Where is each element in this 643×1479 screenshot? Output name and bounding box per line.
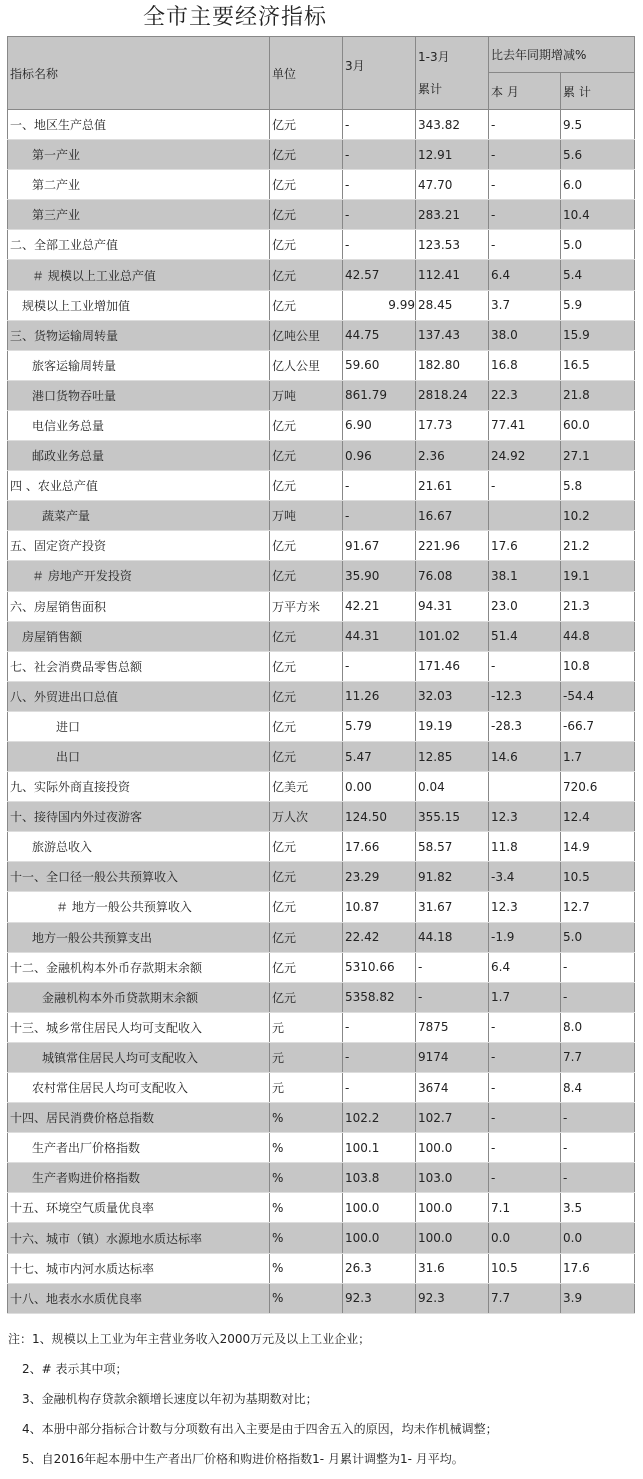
row-name: 电信业务总量 [8, 410, 270, 440]
table-row [8, 380, 635, 410]
table-row [8, 1253, 635, 1283]
row-march: 26.3 [343, 1253, 416, 1283]
row-cumulative: 103.0 [416, 1163, 489, 1193]
row-unit: % [270, 1223, 343, 1253]
row-name: ＃ 规模以上工业总产值 [8, 260, 270, 290]
row-pct-month: - [489, 1073, 561, 1103]
row-unit: 亿元 [270, 952, 343, 982]
row-pct-cumulative: 8.4 [561, 1073, 635, 1103]
row-cumulative: 355.15 [416, 802, 489, 832]
note-2: 2、# 表示其中项； [22, 1362, 128, 1376]
indicator-table [7, 36, 635, 1314]
row-march: - [343, 140, 416, 170]
table-row [8, 1103, 635, 1133]
row-unit: 亿元 [270, 260, 343, 290]
row-name: 邮政业务总量 [8, 441, 270, 471]
row-pct-cumulative: 60.0 [561, 410, 635, 440]
row-pct-cumulative: 15.9 [561, 320, 635, 350]
row-unit: 亿元 [270, 651, 343, 681]
row-pct-month: - [489, 1133, 561, 1163]
row-name: 进口 [8, 711, 270, 741]
table-row [8, 802, 635, 832]
table-row [8, 441, 635, 471]
row-unit: 亿元 [270, 862, 343, 892]
row-name: 十三、城乡常住居民人均可支配收入 [8, 1012, 270, 1042]
row-pct-month: - [489, 1103, 561, 1133]
row-cumulative: 123.53 [416, 230, 489, 260]
row-cumulative: 100.0 [416, 1223, 489, 1253]
row-cumulative: 101.02 [416, 621, 489, 651]
note-1: 注：1、规模以上工业为年主营业务收入2000万元及以上工业企业； [8, 1332, 371, 1346]
row-cumulative: - [416, 982, 489, 1012]
row-cumulative: 31.67 [416, 892, 489, 922]
row-cumulative: 221.96 [416, 531, 489, 561]
row-pct-month: 12.3 [489, 892, 561, 922]
row-pct-month: - [489, 1163, 561, 1193]
row-cumulative: 2818.24 [416, 380, 489, 410]
row-pct-cumulative: 10.8 [561, 651, 635, 681]
header-this-month: 本 月 [489, 73, 561, 110]
row-march: 44.31 [343, 621, 416, 651]
table-row [8, 320, 635, 350]
row-pct-cumulative: - [561, 1163, 635, 1193]
row-unit: 万吨 [270, 501, 343, 531]
row-pct-cumulative: 10.5 [561, 862, 635, 892]
table-row [8, 651, 635, 681]
row-march: 100.1 [343, 1133, 416, 1163]
row-pct-month: 22.3 [489, 380, 561, 410]
row-name: 二、全部工业总产值 [8, 230, 270, 260]
row-name: 十、接待国内外过夜游客 [8, 802, 270, 832]
row-unit: % [270, 1163, 343, 1193]
row-pct-cumulative: - [561, 952, 635, 982]
row-march: - [343, 110, 416, 140]
row-cumulative: 44.18 [416, 922, 489, 952]
row-pct-month: - [489, 230, 561, 260]
row-pct-month: 38.1 [489, 561, 561, 591]
row-name: 六、房屋销售面积 [8, 591, 270, 621]
row-pct-cumulative: 720.6 [561, 772, 635, 802]
row-cumulative: 102.7 [416, 1103, 489, 1133]
row-pct-cumulative: 8.0 [561, 1012, 635, 1042]
row-pct-month: - [489, 140, 561, 170]
table-row [8, 1163, 635, 1193]
row-cumulative: 16.67 [416, 501, 489, 531]
row-march: 11.26 [343, 681, 416, 711]
row-pct-month [489, 772, 561, 802]
row-march: 35.90 [343, 561, 416, 591]
row-name: 第二产业 [8, 170, 270, 200]
row-name: 规模以上工业增加值 [8, 290, 270, 320]
row-march: - [343, 1012, 416, 1042]
row-pct-cumulative: 6.0 [561, 170, 635, 200]
table-row [8, 591, 635, 621]
row-name: 七、社会消费品零售总额 [8, 651, 270, 681]
row-unit: 亿元 [270, 140, 343, 170]
table-row [8, 200, 635, 230]
row-pct-cumulative: - [561, 1103, 635, 1133]
row-march: 124.50 [343, 802, 416, 832]
row-cumulative: 28.45 [416, 290, 489, 320]
table-row [8, 772, 635, 802]
table-row [8, 922, 635, 952]
row-pct-cumulative: 5.0 [561, 922, 635, 952]
row-pct-month: 7.7 [489, 1283, 561, 1313]
row-cumulative: 12.85 [416, 741, 489, 771]
row-pct-cumulative: 27.1 [561, 441, 635, 471]
row-pct-cumulative: 10.4 [561, 200, 635, 230]
row-unit: % [270, 1193, 343, 1223]
row-pct-cumulative: 5.8 [561, 471, 635, 501]
row-pct-month: 11.8 [489, 832, 561, 862]
note-4: 4、本册中部分指标合计数与分项数有出入主要是由于四舍五入的原因，均未作机械调整； [22, 1422, 498, 1436]
row-unit: 元 [270, 1042, 343, 1072]
row-cumulative: - [416, 952, 489, 982]
row-cumulative: 137.43 [416, 320, 489, 350]
table-row [8, 290, 635, 320]
row-unit: 亿吨公里 [270, 320, 343, 350]
row-pct-month: 17.6 [489, 531, 561, 561]
row-march: 102.2 [343, 1103, 416, 1133]
row-march: 100.0 [343, 1223, 416, 1253]
table-row [8, 1133, 635, 1163]
row-name: 四 、农业总产值 [8, 471, 270, 501]
row-pct-month: - [489, 1042, 561, 1072]
row-unit: % [270, 1133, 343, 1163]
row-march: 0.96 [343, 441, 416, 471]
row-name: 十五、环境空气质量优良率 [8, 1193, 270, 1223]
row-pct-cumulative: -54.4 [561, 681, 635, 711]
row-pct-cumulative: 12.4 [561, 802, 635, 832]
row-march: 100.0 [343, 1193, 416, 1223]
row-name: 八、外贸进出口总值 [8, 681, 270, 711]
row-pct-cumulative: 10.2 [561, 501, 635, 531]
row-cumulative: 32.03 [416, 681, 489, 711]
row-name: 十八、地表水水质优良率 [8, 1283, 270, 1313]
row-pct-cumulative: 9.5 [561, 110, 635, 140]
row-name: 旅游总收入 [8, 832, 270, 862]
row-unit: 亿元 [270, 200, 343, 230]
row-pct-month: -28.3 [489, 711, 561, 741]
table-row [8, 1073, 635, 1103]
page-title: 全市主要经济指标 [142, 5, 327, 30]
table-row [8, 501, 635, 531]
table-row [8, 741, 635, 771]
row-cumulative: 100.0 [416, 1133, 489, 1163]
row-name: 十一、全口径一般公共预算收入 [8, 862, 270, 892]
row-march: 92.3 [343, 1283, 416, 1313]
row-unit: 亿人公里 [270, 350, 343, 380]
row-name: 房屋销售额 [8, 621, 270, 651]
table-row [8, 1193, 635, 1223]
header-cum-pct: 累 计 [561, 73, 635, 110]
row-march: 17.66 [343, 832, 416, 862]
row-pct-cumulative: 14.9 [561, 832, 635, 862]
row-march: 5.47 [343, 741, 416, 771]
row-march: 5358.82 [343, 982, 416, 1012]
row-march: 9.99 [343, 290, 416, 320]
row-cumulative: 47.70 [416, 170, 489, 200]
row-pct-month: 10.5 [489, 1253, 561, 1283]
row-name: 第三产业 [8, 200, 270, 230]
row-pct-month: 3.7 [489, 290, 561, 320]
row-unit: 亿元 [270, 531, 343, 561]
row-cumulative: 92.3 [416, 1283, 489, 1313]
row-pct-cumulative: - [561, 1133, 635, 1163]
header-cum-line1: 1-3月 [418, 50, 450, 64]
row-unit: 万吨 [270, 380, 343, 410]
row-name: 地方一般公共预算支出 [8, 922, 270, 952]
row-name: 港口货物吞吐量 [8, 380, 270, 410]
row-cumulative: 17.73 [416, 410, 489, 440]
table-row [8, 230, 635, 260]
row-march: 44.75 [343, 320, 416, 350]
table-row [8, 350, 635, 380]
row-pct-month: 7.1 [489, 1193, 561, 1223]
row-unit: 亿元 [270, 290, 343, 320]
table-row [8, 561, 635, 591]
row-cumulative: 94.31 [416, 591, 489, 621]
row-pct-month [489, 501, 561, 531]
row-pct-month: 14.6 [489, 741, 561, 771]
row-pct-cumulative: - [561, 982, 635, 1012]
header-compare: 比去年同期增减% [489, 37, 635, 73]
row-cumulative: 58.57 [416, 832, 489, 862]
row-march: 861.79 [343, 380, 416, 410]
row-unit: 亿元 [270, 441, 343, 471]
row-unit: 亿元 [270, 561, 343, 591]
row-march: 5.79 [343, 711, 416, 741]
row-name: 出口 [8, 741, 270, 771]
row-pct-month: 16.8 [489, 350, 561, 380]
row-pct-cumulative: 0.0 [561, 1223, 635, 1253]
row-march: - [343, 170, 416, 200]
table-row [8, 1012, 635, 1042]
row-cumulative: 343.82 [416, 110, 489, 140]
header-cumulative [416, 37, 489, 110]
header-name: 指标名称 [8, 37, 270, 110]
row-pct-cumulative: 17.6 [561, 1253, 635, 1283]
row-name: ＃ 地方一般公共预算收入 [8, 892, 270, 922]
row-pct-month: - [489, 110, 561, 140]
row-name: 十四、居民消费价格总指数 [8, 1103, 270, 1133]
row-pct-cumulative: 44.8 [561, 621, 635, 651]
row-unit: 亿元 [270, 110, 343, 140]
row-pct-cumulative: 5.0 [561, 230, 635, 260]
table-row [8, 621, 635, 651]
row-pct-month: -1.9 [489, 922, 561, 952]
row-cumulative: 21.61 [416, 471, 489, 501]
row-unit: 亿元 [270, 892, 343, 922]
table-row [8, 140, 635, 170]
row-march: - [343, 501, 416, 531]
row-name: 第一产业 [8, 140, 270, 170]
row-march: 5310.66 [343, 952, 416, 982]
table-row [8, 1042, 635, 1072]
row-unit: 元 [270, 1073, 343, 1103]
row-cumulative: 182.80 [416, 350, 489, 380]
row-name: 城镇常住居民人均可支配收入 [8, 1042, 270, 1072]
row-unit: 亿元 [270, 170, 343, 200]
notes [8, 1324, 498, 1474]
table-body [8, 110, 635, 1314]
row-cumulative: 76.08 [416, 561, 489, 591]
row-pct-month: 1.7 [489, 982, 561, 1012]
row-pct-cumulative: 16.5 [561, 350, 635, 380]
row-cumulative: 12.91 [416, 140, 489, 170]
row-unit: 亿元 [270, 922, 343, 952]
row-pct-cumulative: 19.1 [561, 561, 635, 591]
row-march: 0.00 [343, 772, 416, 802]
row-unit: 亿元 [270, 471, 343, 501]
row-pct-month: -3.4 [489, 862, 561, 892]
row-name: 十七、城市内河水质达标率 [8, 1253, 270, 1283]
row-march: 10.87 [343, 892, 416, 922]
row-march: - [343, 1042, 416, 1072]
row-name: 金融机构本外币贷款期末余额 [8, 982, 270, 1012]
row-unit: 亿元 [270, 681, 343, 711]
row-unit: 亿元 [270, 982, 343, 1012]
header-unit: 单位 [270, 37, 343, 110]
row-cumulative: 3674 [416, 1073, 489, 1103]
row-pct-cumulative: 5.9 [561, 290, 635, 320]
row-cumulative: 9174 [416, 1042, 489, 1072]
table-row [8, 531, 635, 561]
row-unit: 亿元 [270, 230, 343, 260]
row-unit: 元 [270, 1012, 343, 1042]
row-pct-month: 38.0 [489, 320, 561, 350]
table-row [8, 681, 635, 711]
row-pct-month: 0.0 [489, 1223, 561, 1253]
row-name: ＃ 房地产开发投资 [8, 561, 270, 591]
row-pct-month: -12.3 [489, 681, 561, 711]
row-unit: 亿元 [270, 410, 343, 440]
row-pct-cumulative: 21.3 [561, 591, 635, 621]
row-cumulative: 0.04 [416, 772, 489, 802]
row-name: 蔬菜产量 [8, 501, 270, 531]
row-pct-month: 23.0 [489, 591, 561, 621]
row-cumulative: 19.19 [416, 711, 489, 741]
row-march: - [343, 200, 416, 230]
row-march: 22.42 [343, 922, 416, 952]
row-march: - [343, 651, 416, 681]
row-march: - [343, 471, 416, 501]
row-pct-month: 6.4 [489, 952, 561, 982]
row-unit: % [270, 1103, 343, 1133]
row-unit: % [270, 1253, 343, 1283]
row-pct-month: 12.3 [489, 802, 561, 832]
table-row [8, 1223, 635, 1253]
table-row [8, 260, 635, 290]
note-3: 3、金融机构存贷款余额增长速度以年初为基期数对比； [22, 1392, 318, 1406]
row-unit: 亿美元 [270, 772, 343, 802]
row-cumulative: 31.6 [416, 1253, 489, 1283]
row-pct-month: - [489, 170, 561, 200]
row-pct-cumulative: 3.5 [561, 1193, 635, 1223]
row-pct-cumulative: 7.7 [561, 1042, 635, 1072]
row-unit: 万人次 [270, 802, 343, 832]
table-row [8, 982, 635, 1012]
row-march: - [343, 1073, 416, 1103]
row-march: 91.67 [343, 531, 416, 561]
row-name: 生产者出厂价格指数 [8, 1133, 270, 1163]
row-pct-month: 51.4 [489, 621, 561, 651]
row-march: 42.21 [343, 591, 416, 621]
row-pct-month: - [489, 200, 561, 230]
row-unit: 亿元 [270, 741, 343, 771]
row-march: - [343, 230, 416, 260]
row-pct-cumulative: 5.6 [561, 140, 635, 170]
row-name: 一、地区生产总值 [8, 110, 270, 140]
row-cumulative: 112.41 [416, 260, 489, 290]
row-pct-cumulative: 1.7 [561, 741, 635, 771]
row-pct-cumulative: 21.2 [561, 531, 635, 561]
header-march: 3月 [343, 37, 416, 110]
table-row [8, 1283, 635, 1313]
row-unit: 亿元 [270, 711, 343, 741]
row-pct-month: - [489, 1012, 561, 1042]
row-march: 59.60 [343, 350, 416, 380]
row-cumulative: 91.82 [416, 862, 489, 892]
row-cumulative: 100.0 [416, 1193, 489, 1223]
row-march: 6.90 [343, 410, 416, 440]
row-name: 十二、金融机构本外币存款期末余额 [8, 952, 270, 982]
row-pct-month: 6.4 [489, 260, 561, 290]
row-name: 五、固定资产投资 [8, 531, 270, 561]
row-pct-cumulative: -66.7 [561, 711, 635, 741]
row-cumulative: 283.21 [416, 200, 489, 230]
table-row [8, 170, 635, 200]
table-row [8, 471, 635, 501]
row-cumulative: 2.36 [416, 441, 489, 471]
row-march: 42.57 [343, 260, 416, 290]
table-row [8, 410, 635, 440]
row-name: 九、实际外商直接投资 [8, 772, 270, 802]
table-row [8, 952, 635, 982]
row-unit: 亿元 [270, 621, 343, 651]
row-unit: % [270, 1283, 343, 1313]
row-pct-month: 24.92 [489, 441, 561, 471]
row-unit: 万平方米 [270, 591, 343, 621]
table-row [8, 110, 635, 140]
row-name: 旅客运输周转量 [8, 350, 270, 380]
row-name: 生产者购进价格指数 [8, 1163, 270, 1193]
row-pct-cumulative: 12.7 [561, 892, 635, 922]
row-pct-cumulative: 5.4 [561, 260, 635, 290]
row-name: 十六、城市（镇）水源地水质达标率 [8, 1223, 270, 1253]
row-march: 103.8 [343, 1163, 416, 1193]
row-pct-month: 77.41 [489, 410, 561, 440]
row-name: 农村常住居民人均可支配收入 [8, 1073, 270, 1103]
row-cumulative: 171.46 [416, 651, 489, 681]
row-unit: 亿元 [270, 832, 343, 862]
row-pct-cumulative: 3.9 [561, 1283, 635, 1313]
row-pct-month: - [489, 651, 561, 681]
table-row [8, 711, 635, 741]
table-row [8, 862, 635, 892]
row-cumulative: 7875 [416, 1012, 489, 1042]
row-name: 三、货物运输周转量 [8, 320, 270, 350]
row-pct-month: - [489, 471, 561, 501]
table-row [8, 832, 635, 862]
row-pct-cumulative: 21.8 [561, 380, 635, 410]
row-march: 23.29 [343, 862, 416, 892]
header-cum-line2: 累计 [418, 82, 443, 96]
note-5: 5、自2016年起本册中生产者出厂价格和购进价格指数1- 月累计调整为1- 月平均。 [22, 1452, 464, 1466]
table-row [8, 892, 635, 922]
